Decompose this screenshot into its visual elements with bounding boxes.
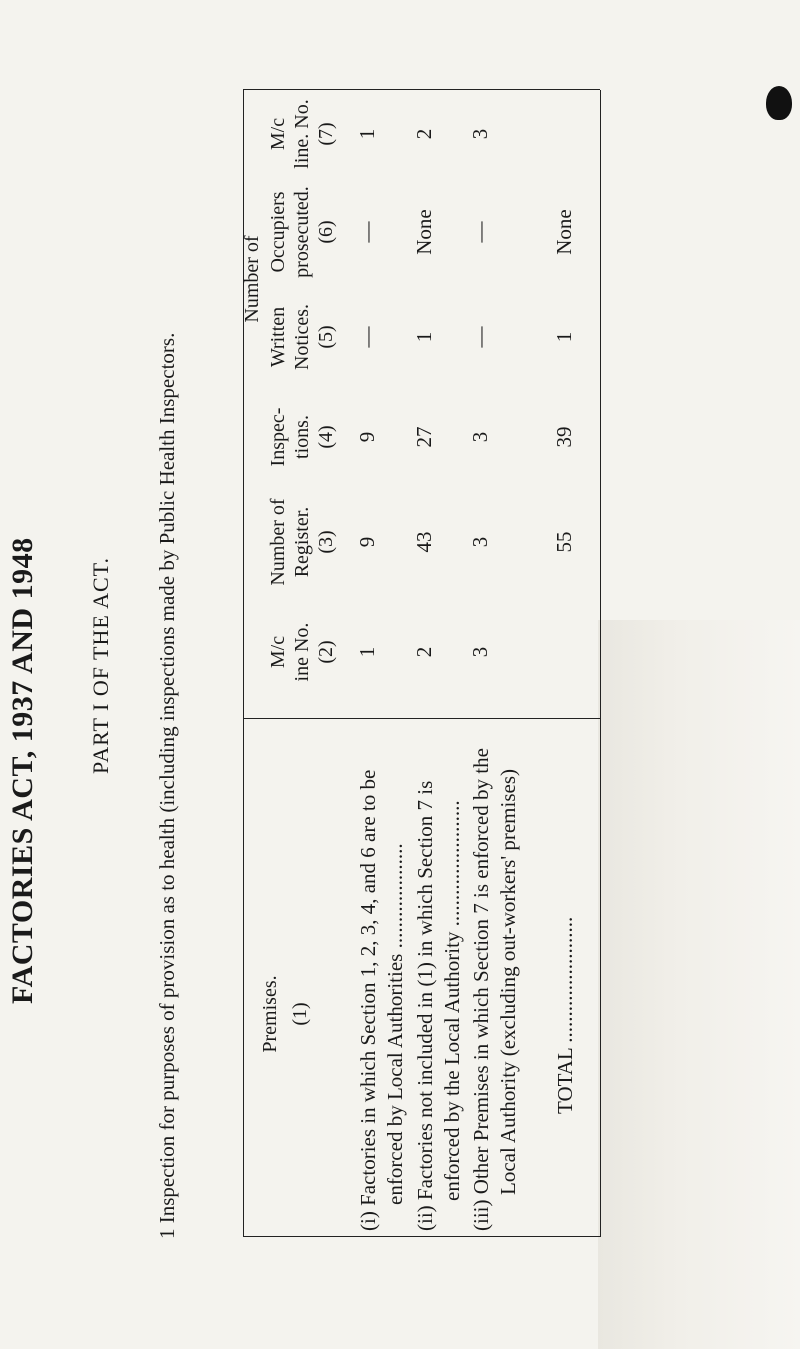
table-cell: 27 <box>412 426 436 448</box>
total-cell: 1 <box>552 331 576 343</box>
table-cell: 3 <box>468 646 492 658</box>
total-cell: 55 <box>552 531 576 553</box>
table-cell: — <box>468 326 492 348</box>
total-cell: 39 <box>552 426 576 448</box>
total-cell: None <box>552 209 576 255</box>
col-header-7: M/c line. No. (7) <box>267 99 337 169</box>
table-cell: 9 <box>355 431 379 443</box>
table-cell: 43 <box>412 531 436 553</box>
number-of-header: Number of <box>241 235 263 323</box>
document-title: FACTORIES ACT, 1937 AND 1948 <box>6 537 39 1004</box>
table-row-label: (iii) Other Premises in which Section 7 is enforced by the Local Authority (excluding out-workers' premises) <box>469 748 520 1231</box>
table-cell: 3 <box>468 128 492 140</box>
table-cell: None <box>412 209 436 255</box>
table-cell: 1 <box>412 331 436 343</box>
part-heading: PART I OF THE ACT. <box>88 557 113 774</box>
table-cell: 3 <box>468 536 492 548</box>
col-header-3: Number of Register. (3) <box>267 498 337 586</box>
table-cell: — <box>468 221 492 243</box>
table-cell: 1 <box>355 128 379 140</box>
col-header-2: M/c ine No. (2) <box>267 622 337 682</box>
table-row-label: (ii) Factories not included in (1) in which Section 7 is enforced by the Local Authority ........................ <box>413 780 464 1231</box>
table-cell: 9 <box>355 536 379 548</box>
premises-header: Premises. <box>259 975 281 1053</box>
table-cell: 2 <box>412 128 436 140</box>
table-cell: 3 <box>468 431 492 443</box>
table-cell: — <box>355 326 379 348</box>
table-bottom-rule <box>600 90 601 1237</box>
table-left-rule <box>243 1236 600 1237</box>
col-header-5: Written Notices. (5) <box>267 303 337 371</box>
total-label: TOTAL ........................ <box>553 916 577 1114</box>
col-header-4: Inspec- tions. (4) <box>267 407 337 467</box>
table-cell: 1 <box>355 646 379 658</box>
premises-col-number: (1) <box>289 1002 311 1026</box>
table-right-rule <box>243 89 600 90</box>
section-heading: 1 Inspection for purposes of provision as to health (including inspections made by Public Health Inspectors. <box>155 332 179 1239</box>
table-cell: 2 <box>412 646 436 658</box>
table-row-label: (i) Factories in which Section 1, 2, 3, 4, and 6 are to be enforced by Local Authorities .................... <box>356 769 407 1231</box>
column-divider <box>243 718 600 719</box>
table-cell: — <box>355 221 379 243</box>
col-header-6: Occupiers prosecuted. (6) <box>267 186 337 278</box>
